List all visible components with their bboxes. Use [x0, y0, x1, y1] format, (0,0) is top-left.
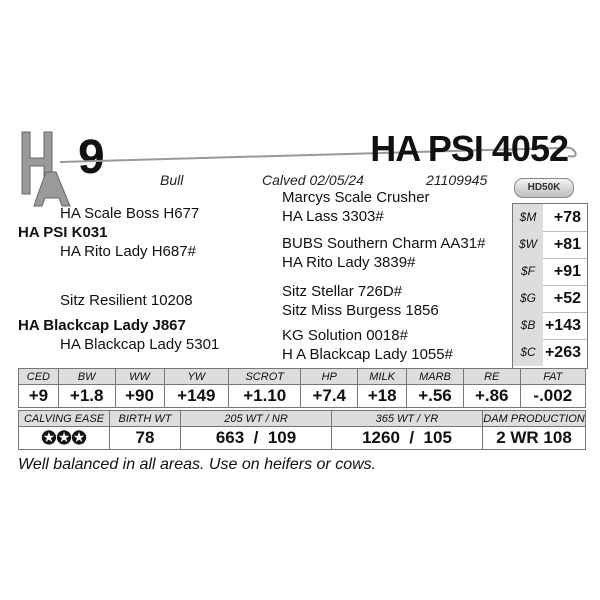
index-row-g: $G +52	[513, 285, 587, 313]
pedigree-line: Marcys Scale Crusher	[282, 189, 430, 206]
performance-header-row: CALVING EASE BIRTH WT 205 WT / NR 365 WT / YR DAM PRODUCTION	[19, 411, 586, 427]
sire: HA PSI K031	[18, 224, 108, 241]
epd-table	[18, 368, 586, 408]
performance-value-row: ✪✪✪ 78 663 / 109 1260 / 105 2 WR 108	[19, 427, 586, 450]
pedigree-line: HA Lass 3303#	[282, 208, 384, 225]
pedigree-line: KG Solution 0018#	[282, 327, 408, 344]
calving-ease-stars-icon: ✪✪✪	[19, 427, 110, 450]
registration-number: 21109945	[426, 172, 488, 188]
index-row-f: $F +91	[513, 258, 587, 286]
calved-date: Calved 02/05/24	[262, 172, 364, 188]
index-row-b: $B +143	[513, 312, 587, 340]
pedigree-line: Sitz Miss Burgess 1856	[282, 302, 439, 319]
sex-label: Bull	[160, 172, 184, 188]
wt365-yr: 1260 / 105	[332, 427, 483, 450]
pedigree-line: H A Blackcap Lady 1055#	[282, 346, 453, 363]
index-box	[512, 203, 588, 369]
pedigree-line: BUBS Southern Charm AA31#	[282, 235, 486, 252]
performance-table	[18, 410, 586, 450]
epd-value-row: +9 +1.8 +90 +149 +1.10 +7.4 +18 +.56 +.86 -.002	[19, 385, 586, 408]
dam-dam: HA Blackcap Lady 5301	[60, 336, 220, 353]
comment: Well balanced in all areas. Use on heifers or cows.	[18, 456, 377, 473]
index-row-m: $M +78	[513, 204, 587, 232]
lot-number: 9	[78, 131, 104, 184]
pedigree-line: Sitz Stellar 726D#	[282, 283, 403, 300]
sire-sire: HA Scale Boss H677	[60, 205, 200, 222]
pedigree-line: HA Rito Lady 3839#	[282, 254, 416, 271]
index-row-w: $W +81	[513, 231, 587, 259]
hd50k-badge: HD50K	[514, 178, 574, 198]
index-row-c: $C +263	[513, 339, 587, 366]
dam: HA Blackcap Lady J867	[18, 317, 186, 334]
animal-name: HA PSI 4052	[370, 128, 568, 169]
epd-header-row: CED BW WW YW SCROT HP MILK MARB RE FAT	[19, 369, 586, 385]
wt205-nr: 663 / 109	[181, 427, 332, 450]
sire-dam: HA Rito Lady H687#	[60, 243, 196, 260]
dam-sire: Sitz Resilient 10208	[60, 292, 193, 309]
